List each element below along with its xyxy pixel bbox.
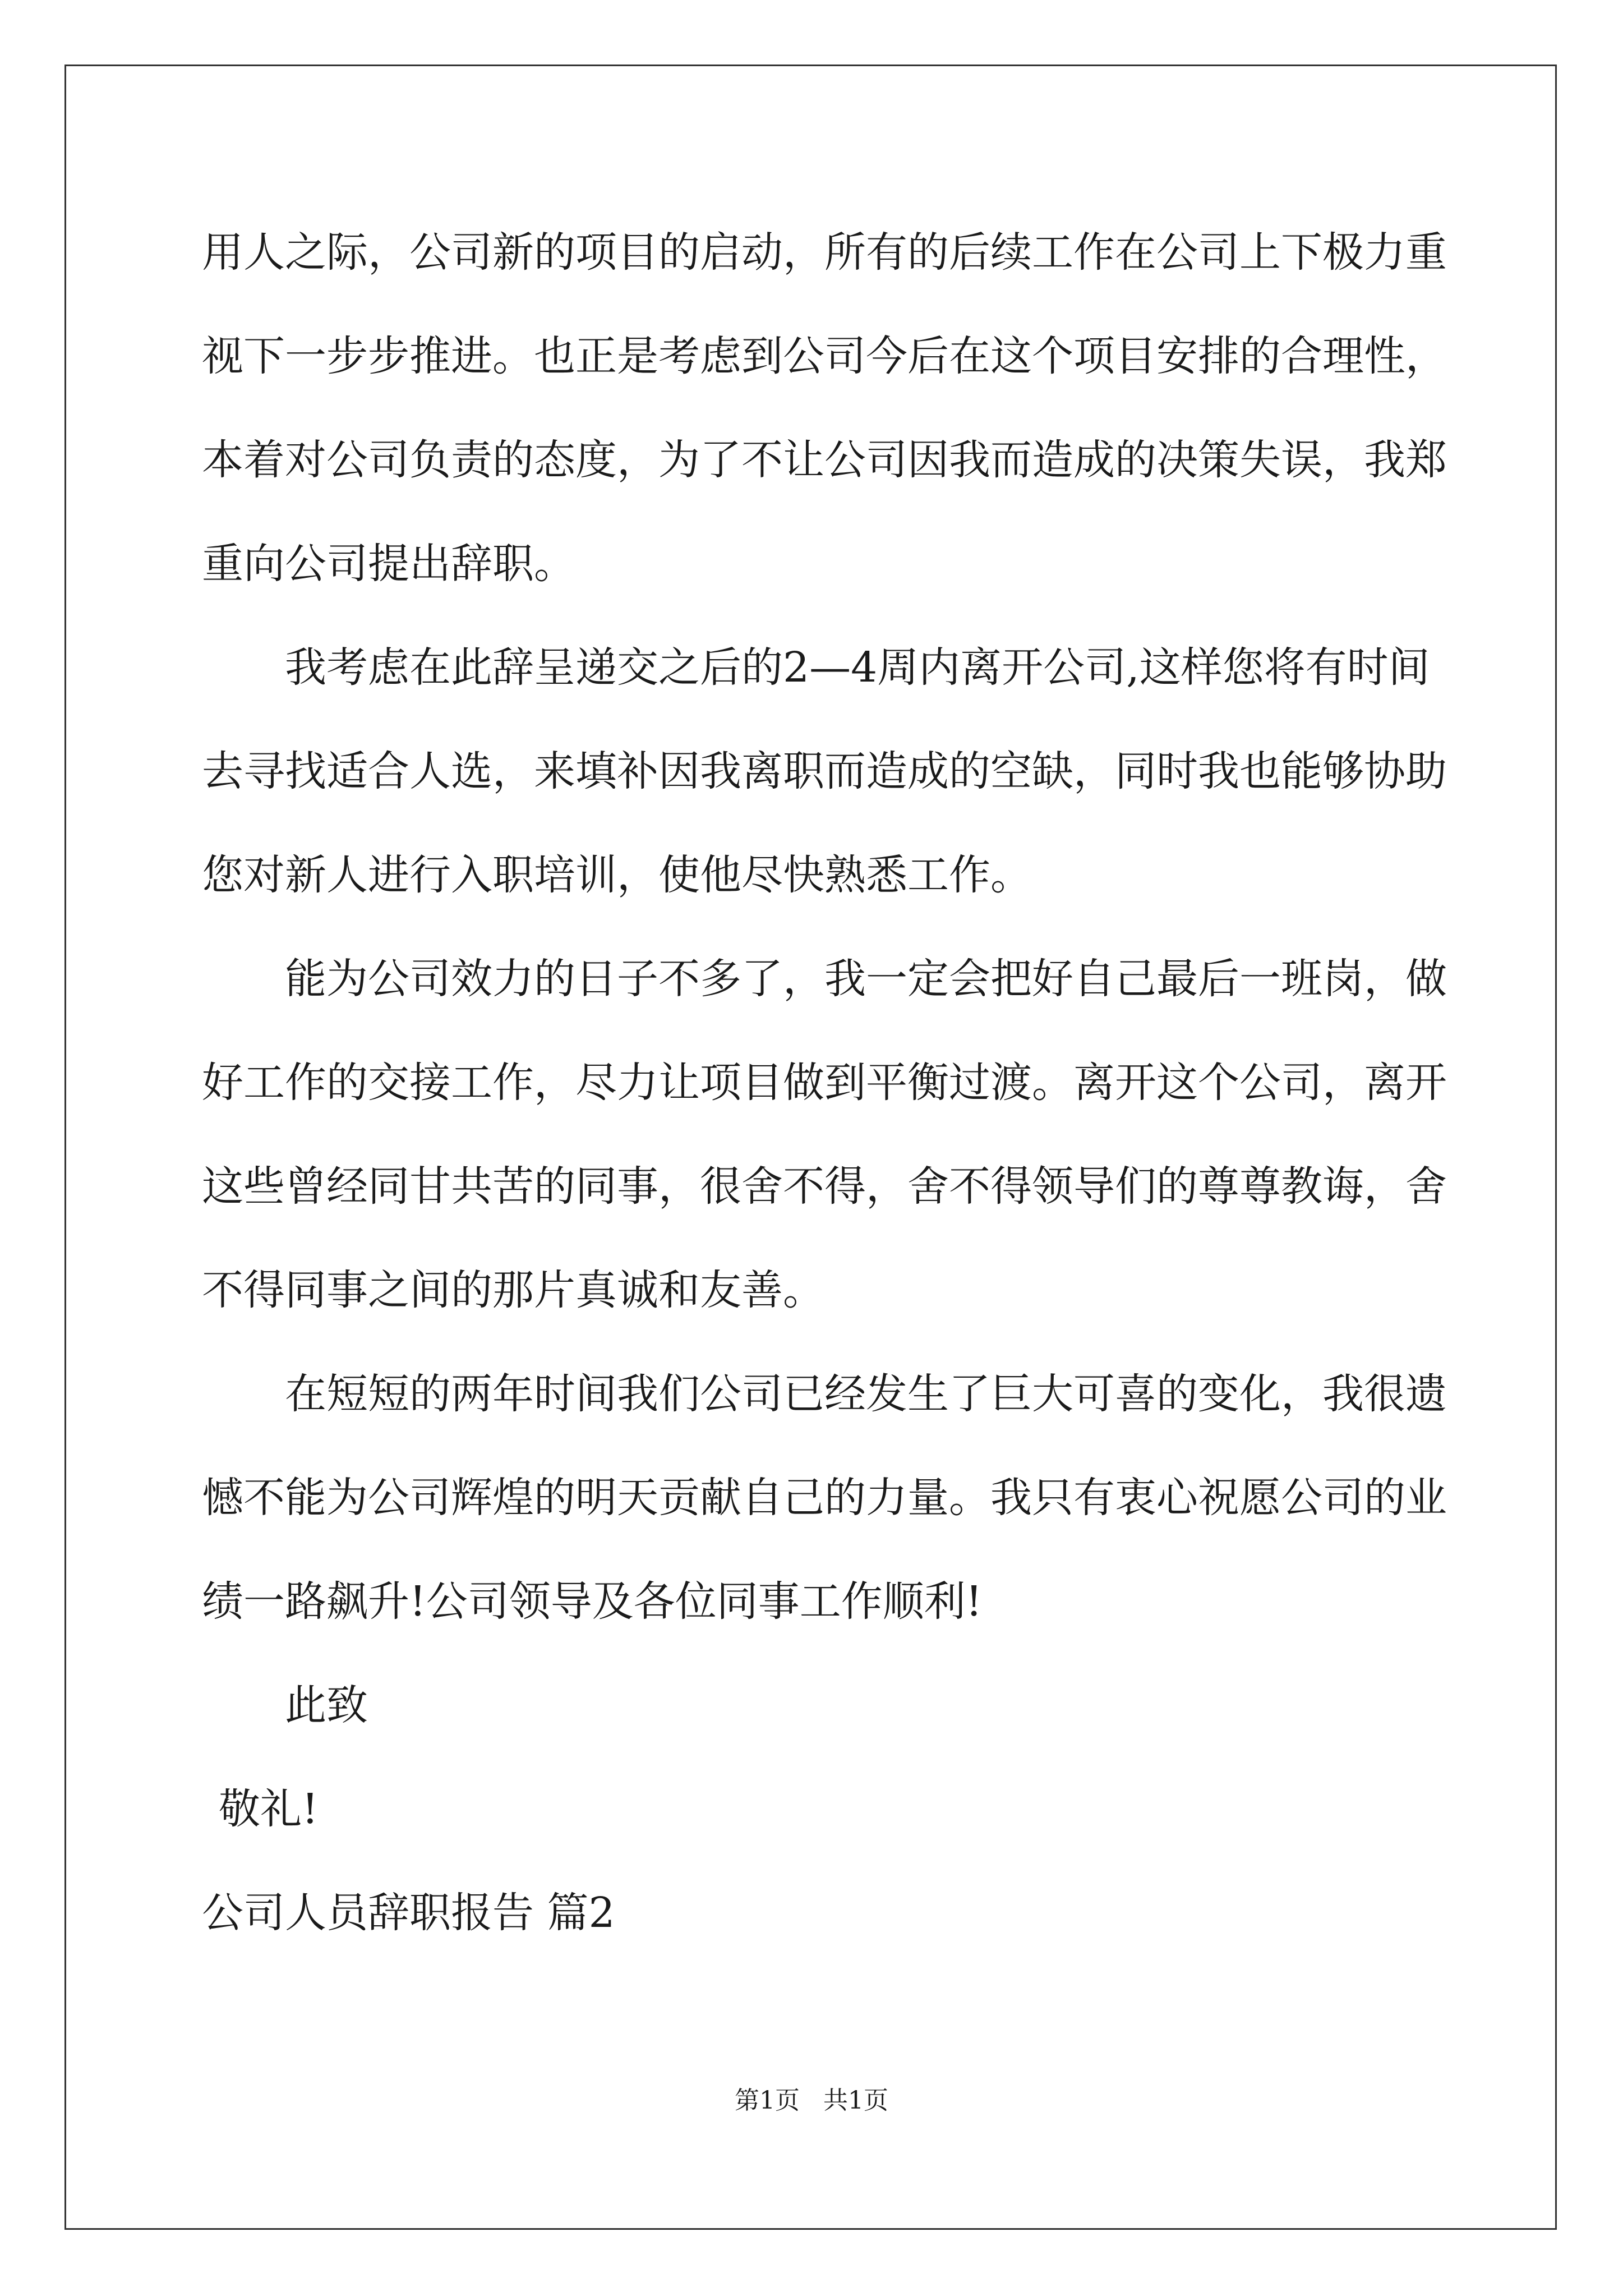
paragraph-3-line-3: 这些曾经同甘共苦的同事，很舍不得，舍不得领导们的尊尊教诲，舍 bbox=[202, 1162, 1447, 1211]
closing-text: 此致 bbox=[285, 1681, 368, 1729]
paragraph-3-line-1: 能为公司效力的日子不多了，我一定会把好自己最后一班岗，做 bbox=[285, 955, 1447, 1003]
paragraph-1-line-3: 本着对公司负责的态度，为了不让公司因我而造成的决策失误，我郑 bbox=[202, 436, 1447, 484]
paragraph-4-line-2: 憾不能为公司辉煌的明天贡献自己的力量。我只有衷心祝愿公司的业 bbox=[202, 1474, 1447, 1522]
paragraph-4-line-1: 在短短的两年时间我们公司已经发生了巨大可喜的变化，我很遗 bbox=[285, 1370, 1447, 1418]
paragraph-3-line-4: 不得同事之间的那片真诚和友善。 bbox=[202, 1266, 824, 1314]
paragraph-2-line-3: 您对新人进行入职培训，使他尽快熟悉工作。 bbox=[202, 851, 1032, 899]
paragraph-1-line-4: 重向公司提出辞职。 bbox=[202, 540, 575, 588]
page-footer: 第1页 共1页 bbox=[735, 2086, 888, 2115]
next-section-title: 公司人员辞职报告 篇2 bbox=[202, 1889, 615, 1937]
salutation-text: 敬礼! bbox=[219, 1785, 319, 1833]
paragraph-1-line-2: 视下一步步推进。也正是考虑到公司今后在这个项目安排的合理性， bbox=[202, 332, 1447, 380]
paragraph-2-line-1: 我考虑在此辞呈递交之后的2—4周内离开公司,这样您将有时间 bbox=[285, 643, 1430, 692]
paragraph-2-line-2: 去寻找适合人选，来填补因我离职而造成的空缺，同时我也能够协助 bbox=[202, 747, 1447, 795]
paragraph-1-line-1: 用人之际，公司新的项目的启动，所有的后续工作在公司上下极力重 bbox=[202, 228, 1447, 277]
paragraph-3-line-2: 好工作的交接工作，尽力让项目做到平衡过渡。离开这个公司，离开 bbox=[202, 1059, 1447, 1107]
paragraph-4-line-3: 绩一路飙升!公司领导及各位同事工作顺利! bbox=[202, 1577, 983, 1626]
